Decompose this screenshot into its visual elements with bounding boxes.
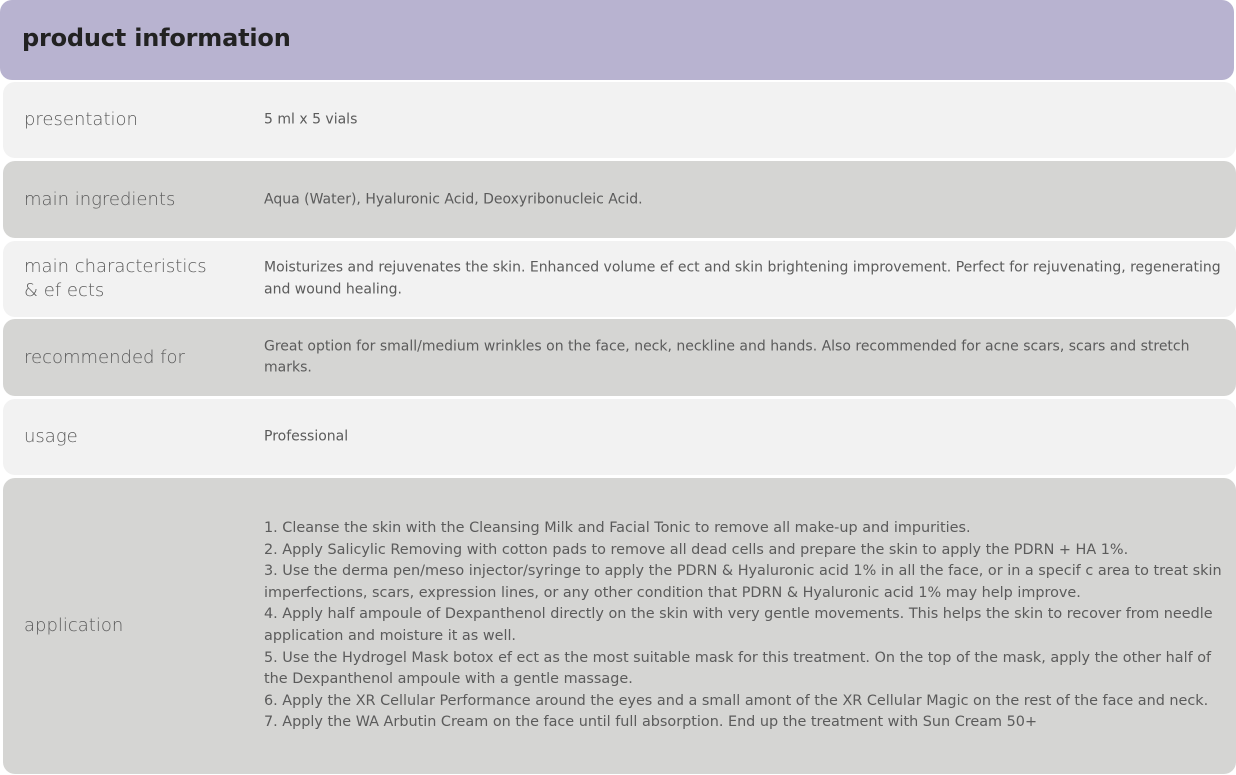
section-title: product information (22, 24, 291, 52)
row-label (24, 255, 207, 303)
row-label: main ingredients (24, 188, 176, 210)
row-usage (3, 399, 1236, 475)
row-value: Moisturizes and rejuvenates the skin. Enhanced volume ef ect and skin brightening improvement. Perfect for rejuvenating, regenerating and wound healing. (264, 259, 1221, 297)
row-application (3, 478, 1236, 774)
row-label-line: & ef ects (24, 280, 105, 301)
row-presentation (3, 82, 1236, 158)
row-label: presentation (24, 109, 138, 130)
application-step: 7. Apply the WA Arbutin Cream on the face until full absorption. End up the treatment with Sun Cream 50+ (264, 714, 1038, 731)
application-step: 1. Cleanse the skin with the Cleansing Milk and Facial Tonic to remove all make-up and impurities. (264, 520, 971, 537)
application-step: 4. Apply half ampoule of Dexpanthenol directly on the skin with very gentle movements. This helps the skin to recover from needle application and moisture it as well. (264, 606, 1213, 644)
application-steps (264, 518, 1236, 734)
application-step: 6. Apply the XR Cellular Performance around the eyes and a small amont of the XR Cellular Magic on the rest of the face and neck. (264, 692, 1209, 709)
row-label-line: main characteristics (24, 256, 207, 277)
row-recommended-for (3, 319, 1236, 396)
row-value (264, 518, 1236, 734)
application-step: 3. Use the derma pen/meso injector/syringe to apply the PDRN & Hyaluronic acid 1% in all the face, or in a specif c area to treat skin imperfections, scars, expression lines, or any other condition that PDRN & Hyaluronic acid 1% may help improve. (264, 563, 1222, 601)
row-value: 5 ml x 5 vials (264, 111, 358, 128)
row-label: usage (24, 426, 78, 447)
row-label: recommended for (24, 346, 185, 368)
row-label: application (24, 615, 124, 636)
row-main-characteristics (3, 241, 1236, 317)
application-step: 2. Apply Salicylic Removing with cotton pads to remove all dead cells and prepare the skin to apply the PDRN + HA 1%. (264, 541, 1129, 558)
row-main-ingredients (3, 161, 1236, 238)
application-step: 5. Use the Hydrogel Mask botox ef ect as the most suitable mask for this treatment. On the top of the mask, apply the other half of the Dexpanthenol ampoule with a gentle massage. (264, 649, 1212, 688)
row-value: Great option for small/medium wrinkles on the face, neck, neckline and hands. Also recommended for acne scars, scars and stretch marks. (264, 338, 1190, 376)
row-value: Professional (264, 428, 349, 445)
row-value: Aqua (Water), Hyaluronic Acid, Deoxyribonucleic Acid. (264, 190, 643, 207)
section-header (0, 0, 1234, 80)
